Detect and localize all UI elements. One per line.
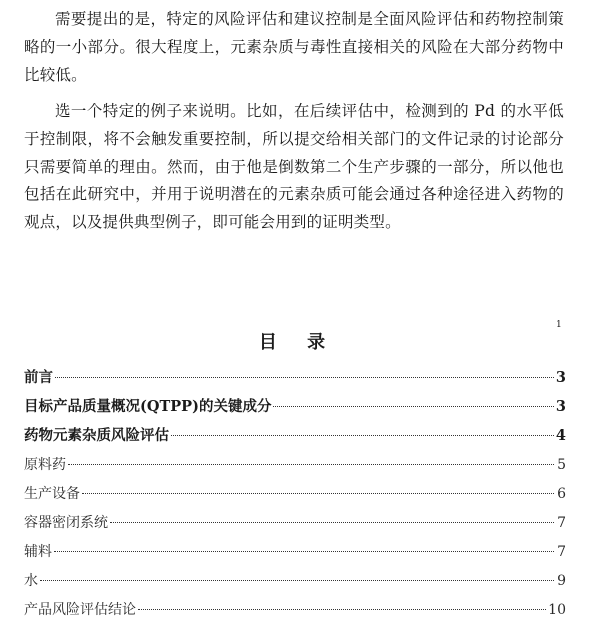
toc-entry-page: 4	[555, 427, 566, 444]
toc-dot-leader	[273, 406, 553, 407]
toc-dot-leader	[54, 551, 554, 552]
toc-entry[interactable]	[24, 426, 566, 455]
toc-entry[interactable]	[24, 513, 566, 542]
toc-dot-leader	[138, 609, 546, 610]
toc-entry-label: 辅料	[24, 544, 52, 560]
toc-entry-label: 前言	[24, 369, 53, 386]
toc-dot-leader	[55, 377, 554, 378]
toc-entry-page: 7	[557, 544, 566, 560]
toc-dot-leader	[171, 435, 554, 436]
body-paragraph-1: 需要提出的是，特定的风险评估和建议控制是全面风险评估和药物控制策略的一小部分。很大程度上，元素杂质与毒性直接相关的风险在大部分药物中比较低。	[24, 10, 564, 84]
toc-entry[interactable]	[24, 600, 566, 629]
table-of-contents	[24, 368, 566, 629]
toc-entry-label: 目标产品质量概况(QTPP)的关键成分	[24, 398, 272, 415]
body-paragraph-2: 选一个特定的例子来说明。比如，在后续评估中，检测到的 Pd 的水平低于控制限，将不会触发重要控制，所以提交给相关部门的文件记录的讨论部分只需要简单的理由。然而，由于他是倒数第二个生产步骤的一部分，所以他也包括在此研究中，并用于说明潜在的元素杂质可能会通过各种途径进入药物的观点，以及提供典型例子，即可能会用到的证明类型。	[24, 102, 564, 232]
toc-dot-leader	[68, 464, 554, 465]
toc-entry[interactable]	[24, 368, 566, 397]
toc-dot-leader	[82, 493, 554, 494]
toc-entry-page: 6	[557, 486, 566, 502]
toc-entry-label: 容器密闭系统	[24, 515, 108, 531]
toc-entry-label: 水	[24, 573, 38, 589]
toc-title: 目 录	[258, 332, 338, 353]
toc-entry-page: 10	[548, 602, 566, 618]
toc-entry[interactable]	[24, 397, 566, 426]
toc-dot-leader	[110, 522, 554, 523]
toc-entry[interactable]	[24, 571, 566, 600]
toc-entry[interactable]	[24, 455, 566, 484]
toc-entry-page: 7	[557, 515, 566, 531]
toc-entry-page: 5	[557, 457, 566, 473]
toc-entry-page: 3	[555, 369, 566, 386]
toc-entry-page: 3	[555, 398, 566, 415]
toc-entry-page: 9	[557, 573, 566, 589]
toc-entry[interactable]	[24, 484, 566, 513]
toc-entry-label: 原料药	[24, 457, 66, 473]
toc-dot-leader	[40, 580, 554, 581]
toc-entry[interactable]	[24, 542, 566, 571]
toc-entry-label: 生产设备	[24, 486, 80, 502]
toc-entry-label: 药物元素杂质风险评估	[24, 427, 169, 444]
page-number: 1	[556, 320, 562, 330]
toc-entry-label: 产品风险评估结论	[24, 602, 136, 618]
